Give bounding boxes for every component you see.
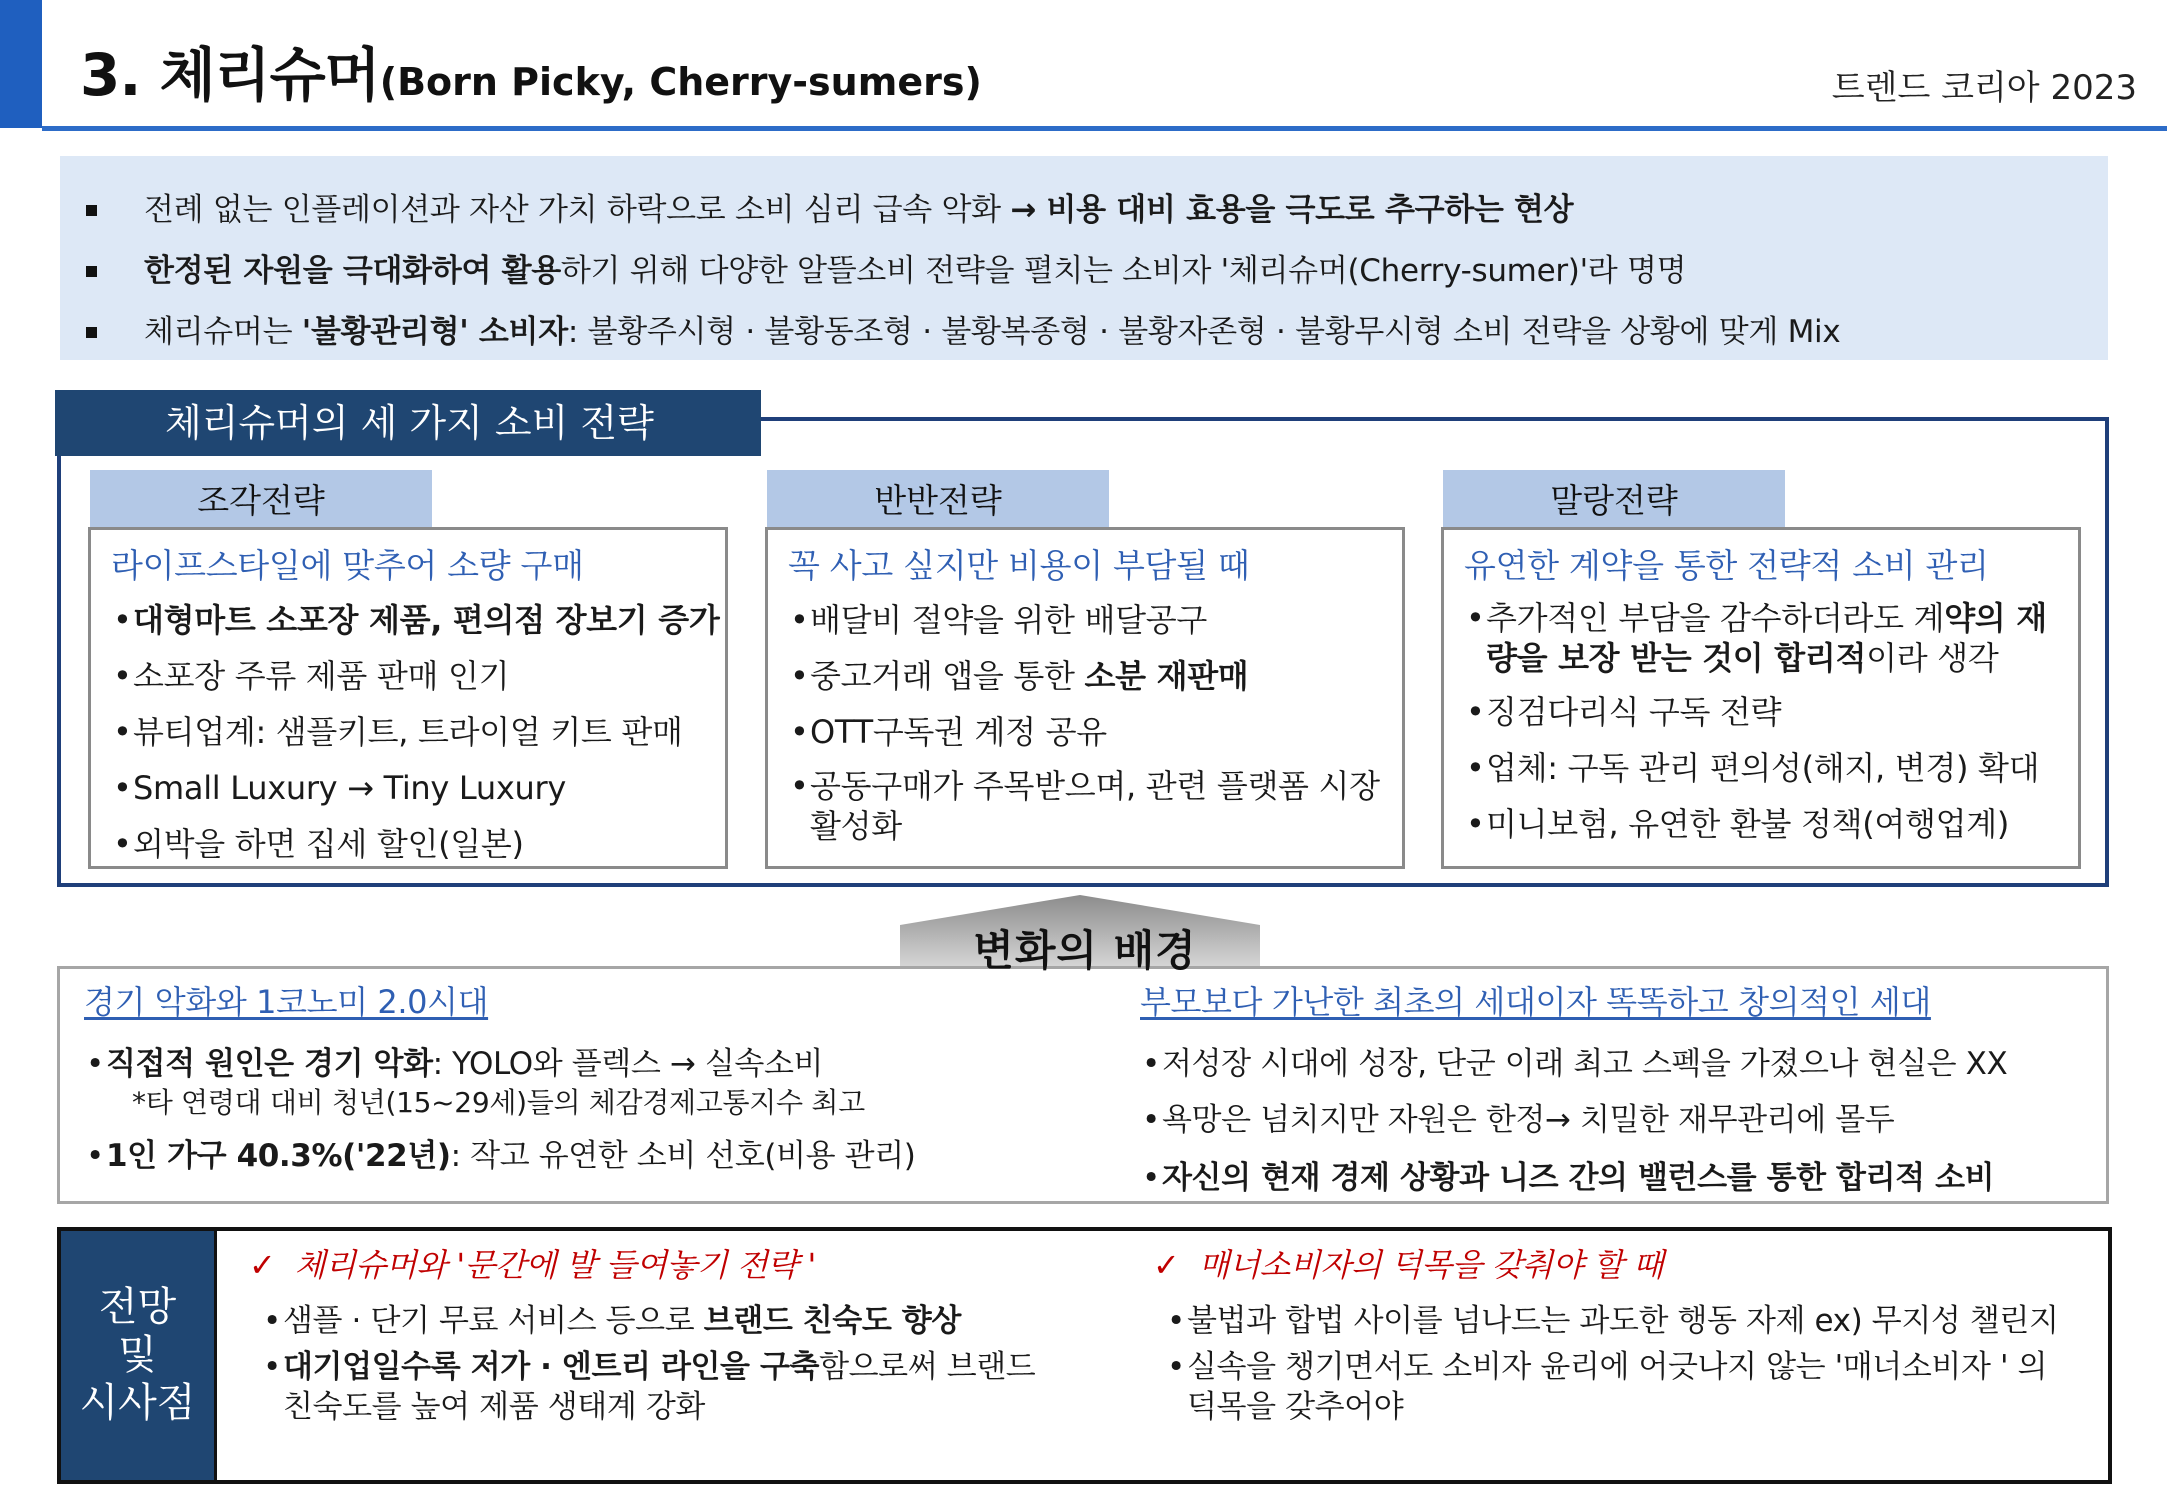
bullet-text: 소포장 주류 제품 판매 인기	[133, 657, 510, 695]
bullet-text: 이라 생각	[1866, 639, 1999, 677]
bullet-dot-icon: •	[1466, 693, 1485, 731]
background-heading: 부모보다 가난한 최초의 세대이자 똑똑하고 창의적인 세대	[1140, 983, 1931, 1021]
outlook-side-label-line: 전망	[98, 1284, 177, 1330]
bullet-text: 샘플 · 단기 무료 서비스 등으로	[283, 1303, 704, 1339]
summary-text: 체리슈머는	[144, 314, 302, 350]
strategy-bullet	[1464, 802, 2078, 846]
outlook-bullet	[1165, 1347, 2059, 1427]
summary-bold-text: '불황관리형' 소비자	[301, 314, 568, 350]
bullet-text: 외박을 하면 집세 할인(일본)	[133, 825, 524, 863]
outlook-side-label-line: 시사점	[79, 1380, 196, 1426]
bullet-dot-icon: •	[790, 657, 809, 695]
bullet-text: 징검다리식 구독 전략	[1486, 693, 1782, 731]
square-bullet-icon	[86, 205, 97, 216]
bullet-text: 함으로써 브랜드	[819, 1349, 1036, 1385]
strategy-bullet	[788, 598, 1402, 642]
bullet-bold-text: 소분 재판매	[1084, 657, 1249, 695]
strategy-bullet	[111, 710, 725, 754]
outlook-heading-text: 체리슈머와 '문간에 발 들여놓기 전략 '	[294, 1246, 816, 1284]
bullet-text: 공동구매가 주목받으며, 관련 플랫폼 시장 활성화	[810, 767, 1380, 845]
bullet-text: : 작고 유연한 소비 선호(비용 관리)	[450, 1138, 916, 1174]
bullet-text: 중고거래 앱을 통한	[810, 657, 1085, 695]
bullet-dot-icon: •	[790, 601, 809, 639]
background-right-column	[1140, 969, 2007, 1199]
outlook-heading	[1153, 1235, 2059, 1295]
bullet-bold-text: 1인 가구 40.3%('22년)	[106, 1138, 451, 1174]
bullet-text: 추가적인 부담을 감수하더라도 계	[1486, 599, 1945, 637]
bullet-text: 배달비 절약을 위한 배달공구	[810, 601, 1207, 639]
bullet-dot-icon: •	[113, 825, 132, 863]
square-bullet-icon	[86, 266, 97, 277]
square-bullet-icon	[86, 327, 97, 338]
bullet-bold-text: 자신의 현재 경제 상황과 니즈 간의 밸런스를 통한 합리적 소비	[1162, 1160, 1995, 1196]
summary-box	[60, 156, 2108, 360]
bullet-dot-icon: •	[86, 1138, 104, 1174]
bullet-dot-icon: •	[113, 657, 132, 695]
header-accent-bar	[0, 0, 42, 128]
bullet-dot-icon: •	[1142, 1102, 1160, 1138]
bullet-dot-icon: •	[790, 767, 809, 805]
bullet-dot-icon: •	[1167, 1349, 1185, 1385]
strategy-bullet	[1464, 690, 2078, 734]
strategy-bullet	[111, 654, 725, 698]
background-bullet	[1140, 1043, 2007, 1085]
bullet-text: 덕목을 갖추어야	[1187, 1389, 1404, 1425]
strategy-heading: 라이프스타일에 맞추어 소량 구매	[111, 546, 584, 585]
bullet-text: 저성장 시대에 성장, 단군 이래 최고 스펙을 가졌으나 현실은 XX	[1162, 1046, 2008, 1082]
strategy-bullet	[1464, 746, 2078, 790]
bullet-dot-icon: •	[1466, 749, 1485, 787]
summary-item	[86, 241, 2078, 302]
header-divider	[42, 126, 2167, 131]
bullet-dot-icon: •	[86, 1046, 104, 1082]
bullet-text: 뷰티업계: 샘플키트, 트라이얼 키트 판매	[133, 713, 683, 751]
summary-bold-text: → 비용 대비 효용을 극도로 추구하는 현상	[1010, 192, 1574, 228]
bullet-dot-icon: •	[1167, 1303, 1185, 1339]
summary-text: 하기 위해 다양한 알뜰소비 전략을 펼치는 소비자 '체리슈머(Cherry-sumer)'라 명명	[560, 253, 1687, 289]
strategy-label-soft: 말랑전략	[1443, 470, 1785, 530]
bullet-bold-text: 약의 재량을 보장 받는 것이 합리적	[1486, 599, 2047, 677]
bullet-text: 실속을 챙기면서도 소비자 윤리에 어긋나지 않는 '매너소비자 ' 의	[1187, 1349, 2048, 1385]
summary-item	[86, 302, 2078, 363]
strategy-bullet	[788, 710, 1402, 754]
checkmark-icon: ✓	[1153, 1246, 1199, 1284]
bullet-dot-icon: •	[1142, 1160, 1160, 1196]
strategy-bullet	[111, 598, 725, 642]
header-brand: 트렌드 코리아 2023	[1831, 68, 2137, 108]
strategy-bullet	[111, 766, 725, 810]
page-title-main: 3. 체리슈머	[80, 41, 380, 109]
outlook-side-label	[61, 1231, 217, 1480]
bullet-dot-icon: •	[113, 713, 132, 751]
outlook-heading-text: 매너소비자의 덕목을 갖춰야 할 때	[1198, 1246, 1664, 1284]
background-title: 변화의 배경	[973, 926, 1197, 975]
background-bullet	[1140, 1099, 2007, 1141]
background-heading: 경기 악화와 1코노미 2.0시대	[84, 983, 489, 1021]
strategy-label-half: 반반전략	[767, 470, 1109, 530]
checkmark-icon: ✓	[249, 1246, 295, 1284]
background-note: *타 연령대 대비 청년(15~29세)들의 체감경제고통지수 최고	[132, 1086, 865, 1119]
summary-bold-text: 한정된 자원을 극대화하여 활용	[144, 253, 561, 289]
background-bullet	[1140, 1157, 2007, 1199]
bullet-text: 친숙도를 높여 제품 생태계 강화	[283, 1389, 705, 1425]
bullet-dot-icon: •	[1142, 1046, 1160, 1082]
bullet-text: 미니보험, 유연한 환불 정책(여행업계)	[1486, 805, 2010, 843]
strategy-box-piece	[88, 527, 728, 869]
bullet-bold-text: 대기업일수록 저가 · 엔트리 라인을 구축	[283, 1349, 820, 1385]
bullet-bold-text: 브랜드 친숙도 향상	[703, 1303, 961, 1339]
outlook-heading	[249, 1235, 1035, 1295]
bullet-text: 불법과 합법 사이를 넘나드는 과도한 행동 자제 ex) 무지성 챌린지	[1187, 1303, 2059, 1339]
bullet-dot-icon: •	[263, 1303, 281, 1339]
outlook-bullet	[1165, 1301, 2059, 1341]
bullet-dot-icon: •	[263, 1349, 281, 1385]
background-left-column	[84, 969, 915, 1177]
bullet-bold-text: 대형마트 소포장 제품, 편의점 장보기 증가	[133, 601, 720, 639]
outlook-left-column	[249, 1231, 1035, 1427]
bullet-text: OTT구독권 계정 공유	[810, 713, 1107, 751]
bullet-text: Small Luxury → Tiny Luxury	[133, 769, 566, 807]
bullet-text: : YOLO와 플렉스 → 실속소비	[432, 1046, 824, 1082]
background-bullet	[84, 1135, 915, 1177]
strategy-heading: 꼭 사고 싶지만 비용이 부담될 때	[788, 546, 1250, 585]
page-title	[80, 28, 982, 112]
summary-text: 전례 없는 인플레이션과 자산 가치 하락으로 소비 심리 급속 악화	[144, 192, 1011, 228]
bullet-dot-icon: •	[790, 713, 809, 751]
bullet-bold-text: 직접적 원인은 경기 악화	[106, 1046, 433, 1082]
bullet-text: 업체: 구독 관리 편의성(해지, 변경) 확대	[1486, 749, 2040, 787]
outlook-bullet	[261, 1301, 1035, 1341]
outlook-bullet	[261, 1347, 1035, 1427]
bullet-dot-icon: •	[113, 601, 132, 639]
summary-text: : 불황주시형 · 불황동조형 · 불황복종형 · 불황자존형 · 불황무시형 소비 전략을 상황에 맞게 Mix	[567, 314, 1841, 350]
background-bullet	[84, 1043, 915, 1085]
strategy-box-soft	[1441, 527, 2081, 869]
page-title-english: (Born Picky, Cherry-sumers)	[379, 60, 982, 104]
outlook-side-label-line: 및	[118, 1332, 157, 1378]
strategy-bullet	[788, 766, 1388, 846]
strategy-box-half	[765, 527, 1405, 869]
summary-item	[86, 180, 2078, 241]
strategy-bullet	[788, 654, 1402, 698]
strategy-heading: 유연한 계약을 통한 전략적 소비 관리	[1464, 546, 1989, 585]
strategy-bullet	[111, 822, 725, 866]
strategy-bullet	[1464, 598, 2054, 678]
bullet-text: 욕망은 넘치지만 자원은 한정→ 치밀한 재무관리에 몰두	[1162, 1102, 1895, 1138]
outlook-right-column	[1153, 1231, 2059, 1427]
outlook-box	[57, 1227, 2112, 1484]
bullet-dot-icon: •	[1466, 805, 1485, 843]
background-box	[57, 966, 2109, 1204]
bullet-dot-icon: •	[113, 769, 132, 807]
strategy-label-piece: 조각전략	[90, 470, 432, 530]
bullet-dot-icon: •	[1466, 599, 1485, 637]
strategies-section-title: 체리슈머의 세 가지 소비 전략	[55, 390, 761, 456]
